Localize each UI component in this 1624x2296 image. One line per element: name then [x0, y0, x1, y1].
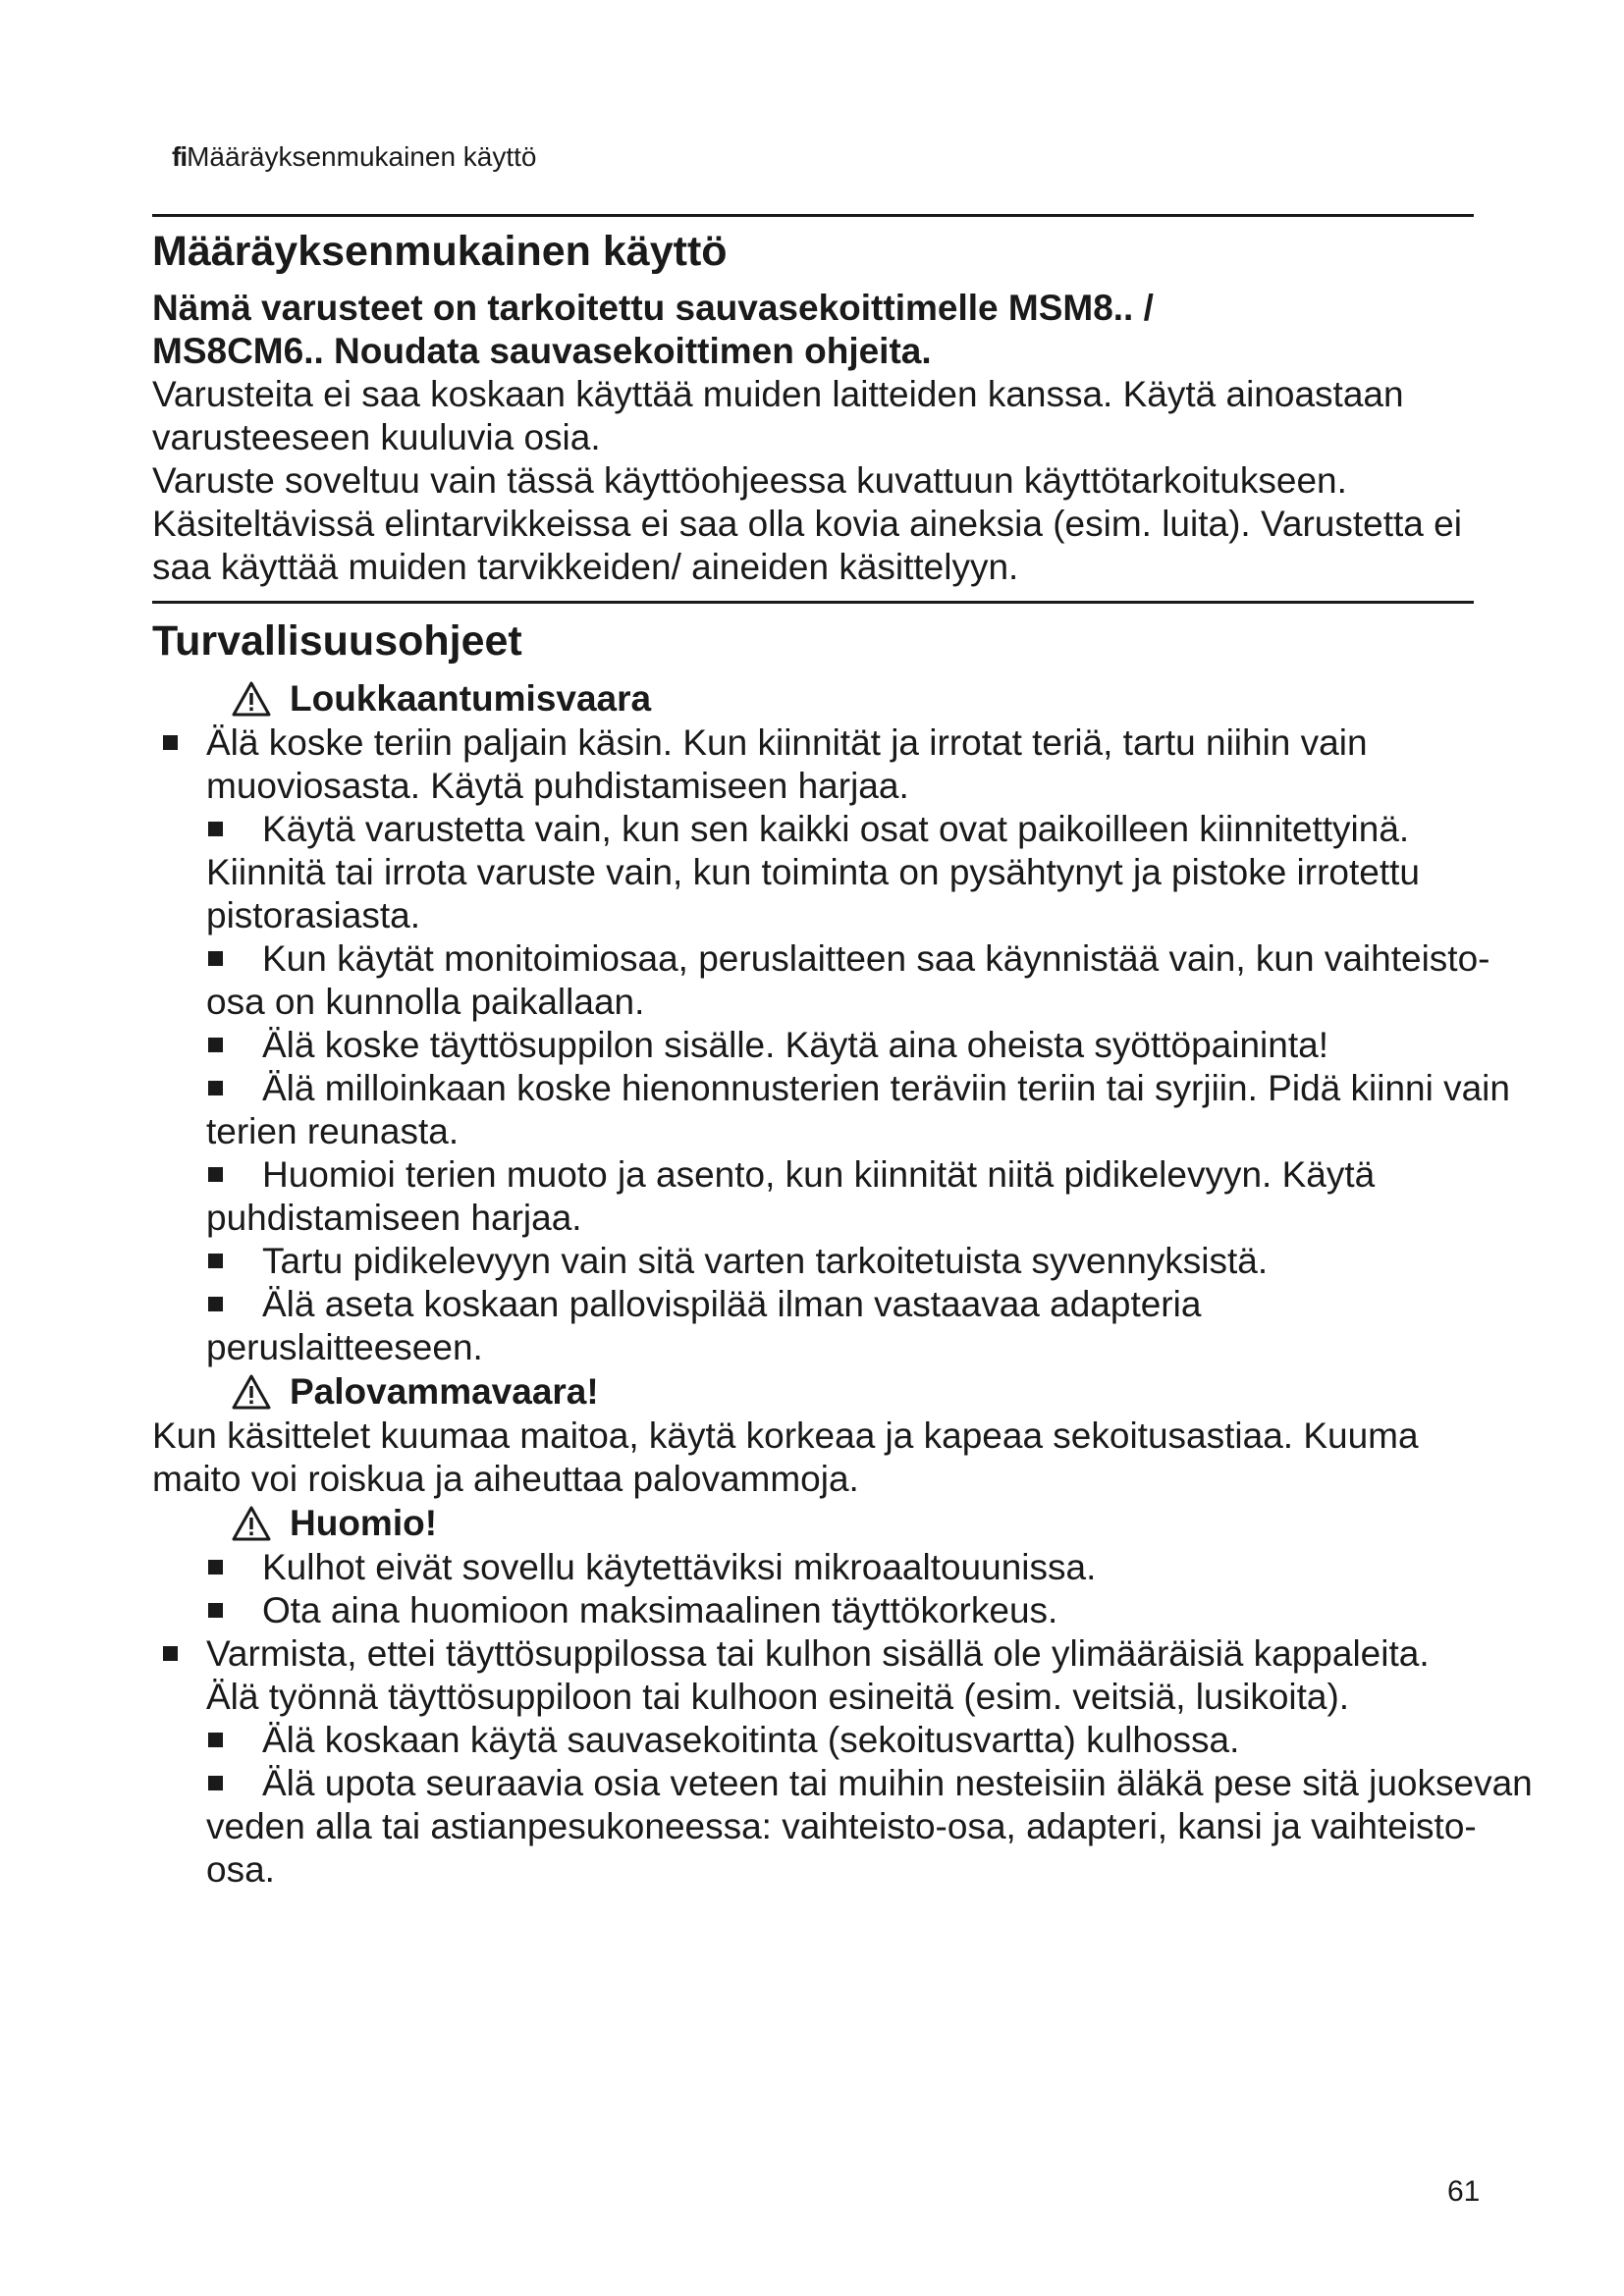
list-item [152, 1632, 1483, 1719]
bullet-square-icon [208, 1167, 223, 1182]
warning-triangle-icon [231, 1505, 272, 1542]
lead-text: Nämä varusteet on tarkoitettu sauvasekoittimelle MSM8.. / MS8CM6.. Noudata sauvasekoittimen ohjeita. [152, 288, 1154, 371]
list-item-text: Älä koske täyttösuppilon sisälle. Käytä aina oheista syöttöpaininta! [262, 1025, 1328, 1065]
section-title-safety: Turvallisuusohjeet [152, 617, 522, 665]
bullet-square-icon [208, 1733, 223, 1747]
bullet-square-icon [208, 1297, 223, 1311]
bullet-square-icon [208, 1776, 223, 1790]
page-number: 61 [1447, 2175, 1481, 2208]
list-item-text: Älä upota seuraavia osia veteen tai muihin nesteisiin äläkä pese sitä juoksevan veden alla tai astianpesukoneessa: vaihteisto-osa, adapteri, kansi ja vaihteisto-osa. [206, 1763, 1533, 1890]
bullet-square-icon [208, 1038, 223, 1052]
list-item-text: Älä aseta koskaan pallovispilää ilman vastaavaa adapteria peruslaitteeseen. [206, 1284, 1202, 1367]
list-item-text: Varmista, ettei täyttösuppilossa tai kulhon sisällä ole ylimääräisiä kappaleita. Älä työnnä täyttösuppiloon tai kulhoon esineitä (esim. veitsiä, lusikoita). [206, 1633, 1430, 1717]
list-item [152, 1153, 1542, 1240]
bullet-square-icon [208, 951, 223, 966]
section-title-intended-use: Määräyksenmukainen käyttö [152, 228, 728, 275]
warning-triangle-icon [231, 1373, 272, 1411]
list-item [152, 1240, 1542, 1283]
bullet-square-icon [163, 735, 178, 750]
list-item [152, 1546, 1542, 1589]
list-item [152, 1067, 1522, 1153]
list-item [152, 937, 1542, 1024]
bullet-square-icon [208, 822, 223, 836]
warning-burn-label: Palovammavaara! [290, 1371, 599, 1412]
list-item [152, 1283, 1483, 1369]
list-item [152, 1719, 1542, 1762]
running-title: Määräyksenmukainen käyttö [187, 141, 537, 172]
language-code: fi [172, 141, 188, 172]
list-item-text: Ota aina huomioon maksimaalinen täyttökorkeus. [262, 1590, 1058, 1630]
list-item-text: Käytä varustetta vain, kun sen kaikki osat ovat paikoilleen kiinnitettyinä. Kiinnitä tai irrota varuste vain, kun toiminta on pysähtynyt ja pistoke irrotettu pistorasiasta. [206, 809, 1420, 935]
bullet-square-icon [208, 1560, 223, 1575]
caution-heading [231, 1501, 1527, 1546]
list-item-text: Älä koske teriin paljain käsin. Kun kiinnität ja irrotat teriä, tartu niihin vain muoviosasta. Käytä puhdistamiseen harjaa. [206, 722, 1368, 806]
list-item [152, 808, 1483, 937]
warning-triangle-icon [231, 680, 272, 718]
caution-label: Huomio! [290, 1503, 438, 1543]
warning-burn-heading [231, 1369, 1527, 1415]
list-item-text: Tartu pidikelevyyn vain sitä varten tarkoitetuista syvennyksistä. [262, 1241, 1269, 1281]
list-item-text: Huomioi terien muoto ja asento, kun kiinnität niitä pidikelevyyn. Käytä puhdistamiseen harjaa. [206, 1154, 1376, 1238]
bullet-square-icon [208, 1081, 223, 1095]
page-content [152, 208, 1533, 1892]
list-item [152, 1762, 1542, 1892]
list-item [152, 1024, 1335, 1067]
warning-injury-heading [231, 676, 1527, 721]
paragraph-purpose: Varuste soveltuu vain tässä käyttöohjeessa kuvattuun käyttötarkoitukseen. Käsiteltävissä elintarvikkeissa ei saa olla kovia aineksia (esim. luita). Varustetta ei saa käyttää muiden tarvikkeiden/ aineiden käsittelyyn. [152, 460, 1462, 587]
warning-injury-label: Loukkaantumisvaara [290, 678, 652, 719]
list-item-text: Kulhot eivät sovellu käytettäviksi mikroaaltouunissa. [262, 1547, 1097, 1587]
bullet-square-icon [208, 1603, 223, 1618]
list-item-text: Älä milloinkaan koske hienonnusterien teräviin teriin tai syrjiin. Pidä kiinni vain terien reunasta. [206, 1068, 1510, 1151]
section-divider [152, 601, 1474, 604]
list-item [152, 1589, 1542, 1632]
list-item [152, 721, 1434, 808]
bullet-square-icon [208, 1254, 223, 1268]
bullet-square-icon [163, 1646, 178, 1661]
burn-warning-text: Kun käsittelet kuumaa maitoa, käytä korkeaa ja kapeaa sekoitusastiaa. Kuuma maito voi roiskua ja aiheuttaa palovammoja. [152, 1415, 1419, 1499]
list-item-text: Kun käytät monitoimiosaa, peruslaitteen saa käynnistää vain, kun vaihteisto-osa on kunnolla paikallaan. [206, 938, 1490, 1022]
paragraph-accessories: Varusteita ei saa koskaan käyttää muiden laitteiden kanssa. Käytä ainoastaan varusteeseen kuuluvia osia. [152, 374, 1404, 457]
list-item-text: Älä koskaan käytä sauvasekoitinta (sekoitusvartta) kulhossa. [262, 1720, 1240, 1760]
running-header [172, 140, 537, 174]
